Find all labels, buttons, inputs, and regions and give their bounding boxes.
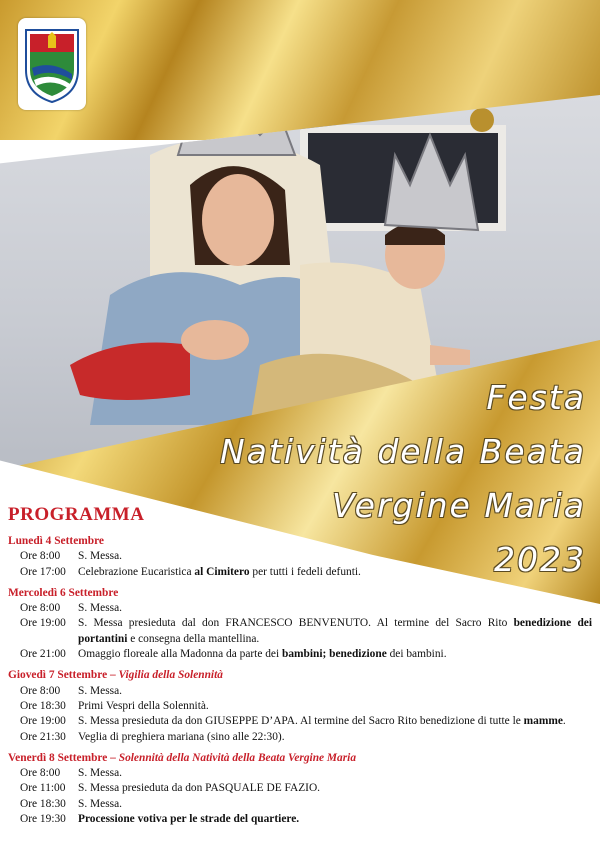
parish-crest-icon xyxy=(18,18,86,110)
program-schedule xyxy=(8,534,592,827)
title-line-2: Natività della Beata xyxy=(220,432,586,471)
program-heading: PROGRAMMA xyxy=(8,504,145,525)
entry-text: Processione votiva per le strade del quartiere. xyxy=(78,813,300,826)
day-date: Lunedì 4 Settembre xyxy=(8,535,104,547)
schedule-entry xyxy=(8,766,592,781)
entry-text: S. Messa. xyxy=(78,602,122,615)
day-date: Venerdì 8 Settembre – xyxy=(8,751,119,764)
entry-time: Ore 11:00 xyxy=(20,782,66,795)
entry-text: S. Messa presieduta da don PASQUALE DE FAZIO. xyxy=(78,782,321,795)
schedule-entry xyxy=(8,647,592,662)
title-line-1: Festa xyxy=(486,378,586,417)
entry-time: Ore 8:00 xyxy=(20,602,61,615)
entry-text: S. Messa presieduta dal don FRANCESCO BENVENUTO. Al termine del Sacro Rito benedizione dei portantini e consegna della mantellina. xyxy=(78,617,592,645)
day-date: Giovedì 7 Settembre – xyxy=(8,669,119,682)
day-date: Mercoledì 6 Settembre xyxy=(8,586,119,599)
entry-time: Ore 19:30 xyxy=(20,813,66,826)
entry-time: Ore 8:00 xyxy=(20,684,61,697)
entry-time: Ore 19:00 xyxy=(20,715,66,728)
day-heading xyxy=(8,586,592,601)
entry-time: Ore 18:30 xyxy=(20,797,66,810)
entry-text: Primi Vespri della Solennità. xyxy=(78,699,209,712)
schedule-entry xyxy=(8,549,592,564)
schedule-entry xyxy=(8,797,592,812)
day-subtitle: Solennità della Natività della Beata Vergine Maria xyxy=(118,751,357,764)
entry-time: Ore 8:00 xyxy=(20,550,61,563)
schedule-entry xyxy=(8,781,592,796)
entry-text: S. Messa. xyxy=(78,684,122,697)
title-line-4: 2023 xyxy=(494,540,586,579)
schedule-entry xyxy=(8,699,592,714)
title-line-3: Vergine Maria xyxy=(332,486,586,525)
schedule-entry xyxy=(8,714,592,729)
entry-time: Ore 19:00 xyxy=(20,617,66,630)
entry-text: S. Messa presieduta da don GIUSEPPE D’APA. Al termine del Sacro Rito benedizione di tutte le mamme. xyxy=(78,715,566,728)
schedule-entry xyxy=(8,565,592,580)
entry-time: Ore 18:30 xyxy=(20,699,66,712)
schedule-entry xyxy=(8,684,592,699)
entry-time: Ore 8:00 xyxy=(20,767,61,780)
entry-time: Ore 21:30 xyxy=(20,730,66,743)
entry-text: S. Messa. xyxy=(78,550,122,563)
day-heading xyxy=(8,751,592,766)
day-subtitle: Vigilia della Solennità xyxy=(118,669,223,682)
entry-text: S. Messa. xyxy=(78,767,122,780)
entry-text: Omaggio floreale alla Madonna da parte dei bambini; benedizione dei bambini. xyxy=(78,648,447,661)
schedule-entry xyxy=(8,730,592,745)
schedule-entry xyxy=(8,812,592,827)
schedule-entry xyxy=(8,616,592,647)
entry-time: Ore 17:00 xyxy=(20,565,66,578)
day-heading xyxy=(8,668,592,683)
entry-time: Ore 21:00 xyxy=(20,648,66,661)
schedule-entry xyxy=(8,601,592,616)
entry-text: S. Messa. xyxy=(78,797,122,810)
entry-text: Celebrazione Eucaristica al Cimitero per tutti i fedeli defunti. xyxy=(78,565,361,578)
day-heading xyxy=(8,534,592,549)
entry-text: Veglia di preghiera mariana (sino alle 22:30). xyxy=(78,730,285,743)
parish-logo xyxy=(18,18,86,110)
